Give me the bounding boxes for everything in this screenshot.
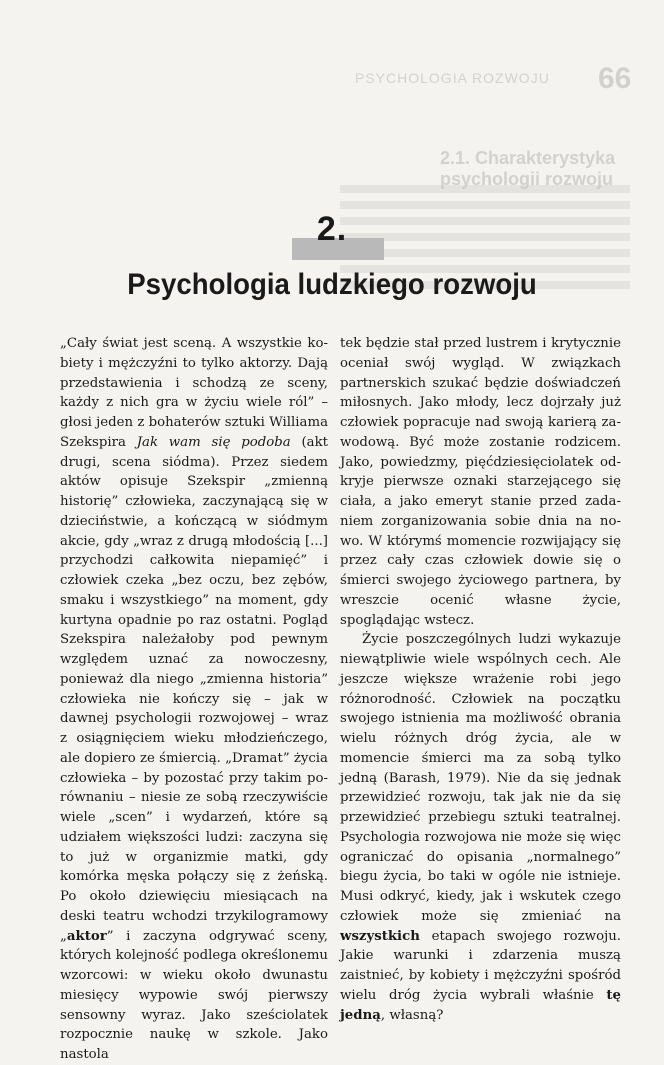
emphasis-wszystkich: wszystkich xyxy=(340,928,420,944)
bleed-through-header: PSYCHOLOGIA ROZWOJU xyxy=(355,70,550,86)
play-title: Jak wam się podoba xyxy=(136,434,291,450)
right-column xyxy=(340,334,621,1025)
bleed-through-page-number: 66 xyxy=(598,62,632,95)
left-column xyxy=(60,334,328,1065)
chapter-title: Psychologia ludzkiego rozwoju xyxy=(127,268,537,301)
chapter-number: 2. xyxy=(316,210,348,248)
bleed-through-section-title: 2.1. Charakterystyka psychologii rozwoju xyxy=(440,148,616,189)
paragraph: Życie poszczególnych ludzi wykazuje niewątpliwie wiele wspólnych cech. Ale jeszcze większe wrażenie robi jego różnorodność. Człowiek na początku swojego istnienia ma możliwość obrania wielu różnych dróg życia, ale w momencie śmierci ma za sobą tylko jedną (Barash, 1979). Nie da się jednak przewidzieć rozwoju, tak jak nie da się przewidzieć przebiegu sztuki teatralnej. Psychologia rozwojowa nie może się więc ograniczać do opisania „normalnego” biegu życia, bo taki w ogóle nie istnieje. Musi odkryć, kiedy, jak i wskutek czego człowiek może się zmieniać na wszystkich etapach swojego rozwoju. Jakie warunki i zdarzenia muszą zaistnieć, by kobiety i mężczyźni spośród wielu dróg życia wybrali właśnie tę jedną, własną? xyxy=(340,632,621,1023)
emphasis-te-jedna: tę jedną xyxy=(340,987,621,1023)
paragraph: tek będzie stał przed lustrem i krytycznie oceniał swój wygląd. W związkach partnerskich szukać będzie doświadczeń miłosnych. Jako młody, lecz dojrzały już człowiek popracuje nad swoją karierą zawodową. Być może zostanie rodzicem. Jako, powiedzmy, pięćdziesięciolatek odkryje pierwsze oznaki starzejącego się ciała, a jako emeryt stanie przed zadaniem zorganizowania sobie dnia na nowo. W którymś momencie rozwijający się przez cały czas człowiek dowie się o śmierci swojego życiowego partnera, by wreszcie ocenić własne życie, spoglądając wstecz. xyxy=(340,336,621,628)
emphasis-aktor: aktor xyxy=(66,928,107,944)
paragraph: „Cały świat jest sceną. A wszystkie kobiety i mężczyźni to tylko aktorzy. Dają przedstawienia i schodzą ze sceny, każdy z nich gra w życiu wiele ról” – głosi jeden z bohaterów sztuki Williama Szekspira Jak wam się podoba (akt drugi, scena siódma). Przez siedem aktów opisuje Szekspir „zmienną historię” człowieka, zaczynającą się w dzieciństwie, a kończącą w siódmym akcie, gdy „wraz z drugą młodością [...] przychodzi całkowita niepamięć” i człowiek czeka „bez oczu, bez zębów, smaku i wszystkiego” na moment, gdy kurtyna opadnie po raz ostatni. Pogląd Szekspira należałoby pod pewnym względem uznać za nowoczesny, ponieważ dla niego „zmienna historia” człowieka nie kończy się – jak w dawnej psychologii rozwojowej – wraz z osiągnięciem wieku młodzieńczego, ale dopiero ze śmiercią. „Dramat” życia człowieka – by pozostać przy takim porównaniu – niesie ze sobą rzeczywiście wiele „scen” i wydarzeń, które są udziałem większości ludzi: zaczyna się to już w organizmie matki, gdy komórka męska połączy się z żeńską. Po około dziewięciu miesiącach na deski teatru wchodzi trzykilogramowy „aktor” i zaczyna odgrywać sceny, których kolejność podlega określonemu wzorcowi: w wieku około dwunastu miesięcy wypowie swój pierwszy sensowny wyraz. Jako sześciolatek rozpocznie naukę w szkole. Jako nastola xyxy=(60,336,328,1062)
